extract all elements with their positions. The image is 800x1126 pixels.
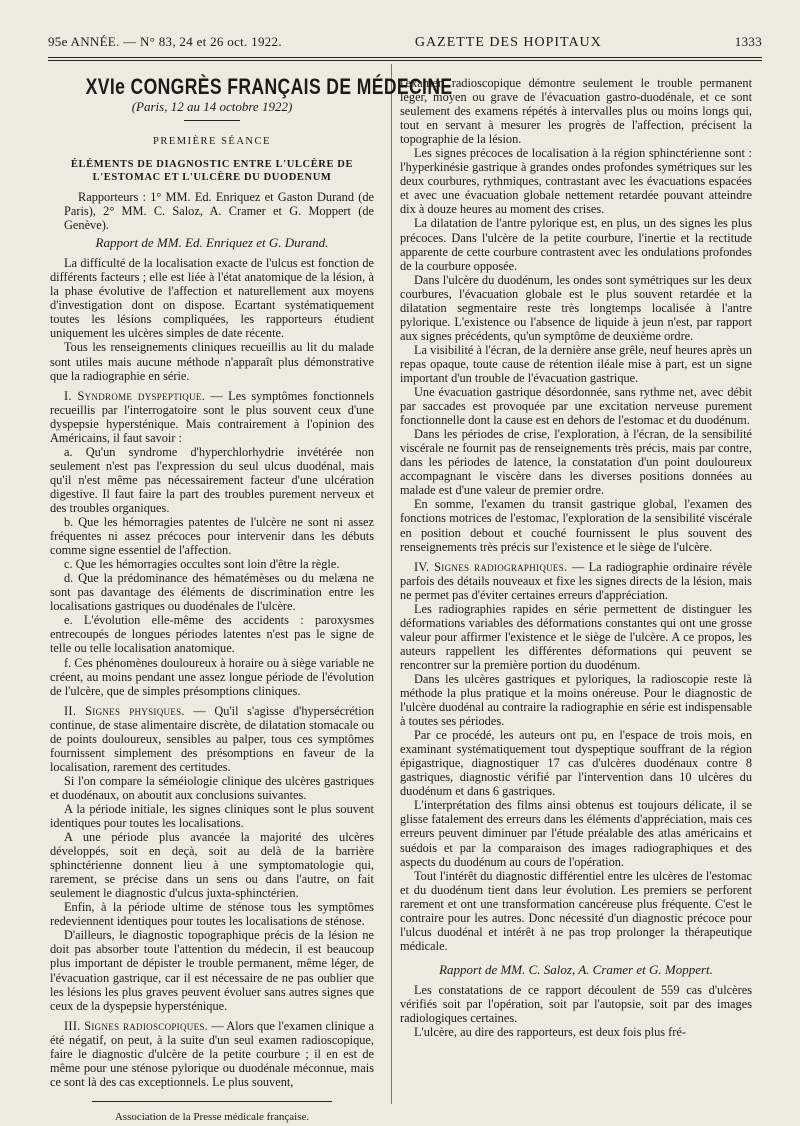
paragraph: Les signes précoces de localisation à la région sphinctérienne sont : l'hyperkinésie gastrique à grandes ondes profondes symétriques sur les deux courbures, rythmiques, contrastant avec les évacuations espacées et avec une évacuation globale nettement retardée pouvant atteindre dix à douze heures au moment des crises.	[400, 146, 752, 217]
paragraph: Dans les ulcères gastriques et pyloriques, la radioscopie reste là méthode la plus pratique et la moins onéreuse. Pour le diagnostic de l'ulcère duodénal au contraire la radiographie en série est indispensable à toutes ses périodes.	[400, 671, 752, 729]
paragraph: L'ulcère, au dire des rapporteurs, est deux fois plus fré-	[414, 1025, 686, 1040]
paragraph: Enfin, à la période ultime de sténose tous les symptômes redeviennent identiques pour toutes les localisations de sténose.	[50, 900, 374, 929]
issue-info: 95e ANNÉE. — N° 83, 24 et 26 oct. 1922.	[48, 34, 282, 49]
section-heading: ÉLÉMENTS DE DIAGNOSTIC ENTRE L'ULCÈRE DE L'ESTOMAC ET L'ULCÈRE DU DUODENUM	[70, 159, 354, 184]
paragraph: L'interprétation des films ainsi obtenus est toujours délicate, il se glisse fatalement des erreurs dans les éléments d'appréciation, mais ces erreurs peuvent diminuer par l'étude préalable des atlas américains et suédois et par la comparaison des images radiographiques et des aspects du duodénum au cours de l'opération.	[400, 798, 752, 869]
report-title: Rapport de MM. Ed. Enriquez et G. Durand.	[95, 235, 329, 251]
paragraph: Tous les renseignements cliniques recueillis au lit du malade sont utiles mais aucune méthode n'apparaît plus démonstrative que la radiographie en série.	[50, 340, 374, 383]
section-label: III. Signes radioscopiques.	[64, 1018, 209, 1033]
paragraph: La dilatation de l'antre pylorique est, en plus, un des signes les plus précoces. Dans l'ulcère de la petite courbure, l'inertie et la rectitude apparente de cette courbure contrastent avec les ondulations profondes de la courbure opposée.	[400, 216, 752, 273]
paragraph: Les radiographies rapides en série permettent de distinguer les déformations variables des déformations constantes qui ont une grosse valeur pour affirmer l'existence et le siège de l'ulcère. A ce propos, les auteurs rappellent les différentes déformations qui peuvent se rencontrer sur la première portion du duodénum.	[400, 601, 752, 672]
session-label: PREMIÈRE SÉANCE	[153, 136, 271, 148]
list-item: b. Que les hémorragies patentes de l'ulcère ne sont ni assez fréquentes ni assez précoces pour intervenir dans les débuts comme signe essentiel de l'affection.	[50, 515, 374, 558]
list-item: f. Ces phénomènes douloureux à horaire ou à siège variable ne créent, au moins pendant une assez longue période de l'évolution de l'ulcère, que de simples présomptions cliniques.	[50, 655, 374, 698]
section-paragraph: II. Signes physiques. — Qu'il s'agisse d'hypersécrétion continue, de stase alimentaire discrète, de dilatation stomacale ou de points douloureux, sensibles au palper, tous ces symptômes fournissent simplement des présomptions en faveur de la localisation, rarement des certitudes.	[50, 703, 374, 774]
paragraph: Si l'on compare la séméiologie clinique des ulcères gastriques et duodénaux, on aboutit aux conclusions suivantes.	[50, 773, 374, 802]
section-paragraph: I. Syndrome dyspeptique. — Les symptômes fonctionnels recueillis par l'interrogatoire sont le plus souvent ceux d'une dyspepsie hypersténique. Mais contrairement à l'opinion des Américains, il faut savoir :	[50, 388, 374, 445]
footnote-rule	[92, 1101, 332, 1102]
paragraph: Une évacuation gastrique désordonnée, sans rythme net, avec débit par saccades est provoquée par une excitation nerveuse purement fonctionnelle dont la cause est en dehors de l'estomac et du duodénum.	[400, 385, 752, 428]
paragraph: Dans les périodes de crise, l'exploration, à l'écran, de la sensibilité viscérale ne fournit pas de renseignements très précis, mais par contre, dans les périodes de latence, la constatation d'un point douloureux accompagnant le viscère dans les diverses positions données au malade est d'une valeur de premier ordre.	[400, 427, 752, 498]
paragraph: l'examen radioscopique démontre seulement le trouble permanent léger, moyen ou grave de l'évacuation gastro-duodénale, et ce sont seulement des examens répétés à intervalles plus ou moins longs qui, tout en servant à mesurer les progrès de l'affection, précisent la topographie de la lésion.	[400, 76, 752, 147]
title-rule	[184, 120, 240, 121]
page-number: 1333	[734, 34, 762, 49]
list-item: d. Que la prédominance des hématémèses ou du melæna ne sont pas davantage des éléments de discrimination entre les localisations gastriques ou duodénales de l'ulcère.	[50, 571, 374, 614]
left-column	[50, 70, 453, 1124]
column-divider	[391, 64, 392, 1104]
paragraph: La difficulté de la localisation exacte de l'ulcus est fonction de différents facteurs ; elle est liée à l'état anatomique de la lésion, à la phase évolutive de l'affection et naturellement aux moyens d'investigation dont on dispose. Ecartant systématiquement toutes les lésions compliquées, les rapporteurs étudient uniquement les ulcères simples de date récente.	[50, 256, 374, 341]
paragraph: D'ailleurs, le diagnostic topographique précis de la lésion ne doit pas absorber toute l'attention du médecin, il est beaucoup plus important de dépister le trouble permanent, même léger, de l'évacuation gastrique, car il est nécessaire de ne pas oublier que les lésions les plus graves peuvent évoluer sans autres signes que ceux de la dyspepsie hypersténique.	[50, 928, 374, 1013]
right-column	[400, 76, 752, 1039]
journal-title: GAZETTE DES HOPITAUX	[414, 35, 602, 50]
paragraph: Par ce procédé, les auteurs ont pu, en l'espace de trois mois, en examinant systématiquement tout dyspeptique souffrant de la région épigastrique, diagnostiquer 17 cas d'ulcères duodénaux contre 8 gastriques, diagnostic vérifié par l'intervention dans 10 ulcères du duodénum et dans 6 gastriques.	[400, 728, 752, 799]
report-title: Rapport de MM. C. Saloz, A. Cramer et G. Moppert.	[439, 961, 713, 977]
paragraph: La visibilité à l'écran, de la dernière anse grêle, neuf heures après un repas opaque, toute cause de rétention iléale mise à part, est un signe important d'un trouble de l'évacuation gastrique.	[400, 342, 752, 385]
header-rule-thin	[48, 60, 762, 61]
paragraph: A une période plus avancée la majorité des ulcères développés, soit en deçà, soit au delà de la barrière sphinctérienne donnent lieu à une symptomatologie qui, rarement, se précise dans un sens ou dans l'autre, on fait seulement le diagnostic d'ulcus juxta-sphinctérien.	[50, 830, 374, 901]
paragraph: Tout l'intérêt du diagnostic différentiel entre les ulcères de l'estomac et du duodénum tient dans leur évolution. Les premiers se perforent rarement et ont une transformation cancéreuse plus fréquente. C'est le contraire pour les autres. Donc nécessité d'un diagnostic précoce pour l'ulcus duodénal et intérêt à ne pas trop prolonger la thérapeutique médicale.	[400, 868, 752, 953]
list-item: a. Qu'un syndrome d'hyperchlorhydrie invétérée non seulement n'est pas l'expression du seul ulcus duodénal, mais qu'il n'est même pas nécessairement facteur d'une ulcération digestive. Il faut faire la part des troubles purement nerveux et des troubles organiques.	[50, 444, 374, 515]
section-label: I. Syndrome dyspeptique.	[64, 388, 206, 403]
list-item: c. Que les hémorragies occultes sont loin d'être la règle.	[64, 557, 340, 572]
paragraph: Les constatations de ce rapport découlent de 559 cas d'ulcères vérifiés soit par l'opération, soit par l'autopsie, soit par des images radiologiques certaines.	[400, 982, 752, 1026]
page-header	[48, 34, 762, 56]
paragraph: En somme, l'examen du transit gastrique global, l'examen des fonctions motrices de l'estomac, l'exploration de la sensibilité viscérale en position debout et couché fournissent le plus souvent des renseignements très précis sur l'existence et le siège de l'ulcère.	[400, 497, 752, 554]
section-paragraph: IV. Signes radiographiques. — La radiographie ordinaire révèle parfois des détails nouveaux et fixe les signes directs de la lésion, mais ne permet pas d'éviter certaines erreurs d'appréciation.	[400, 559, 753, 602]
header-rule	[48, 57, 762, 58]
footnote: Association de la Presse médicale française.	[114, 1110, 310, 1123]
congress-dates: (Paris, 12 au 14 octobre 1922)	[131, 99, 293, 115]
rapporteurs: Rapporteurs : 1° MM. Ed. Enriquez et Gaston Durand (de Paris), 2° MM. C. Saloz, A. Cramer et G. Moppert (de Genève).	[64, 190, 374, 233]
section-label: IV. Signes radiographiques.	[414, 559, 568, 574]
section-paragraph: III. Signes radioscopiques. — Alors que l'examen clinique a été négatif, on peut, à la suite d'un seul examen radioscopique, faire le diagnostic d'ulcère de la petite courbure ; il en est de même pour une sténose pylorique ou duodénale méconnue, mais ce sont là des cas exceptionnels. Le plus souvent,	[50, 1018, 374, 1089]
section-label: II. Signes physiques.	[64, 703, 185, 718]
list-item: e. L'évolution elle-même des accidents : paroxysmes entrecoupés de longues périodes latentes n'est pas le signe de telle ou telle localisation anatomique.	[50, 613, 374, 656]
paragraph: Dans l'ulcère du duodénum, les ondes sont symétriques sur les deux courbures, l'évacuation globale est le plus souvent retardée et la dilatation segmentaire reste très longtemps localisée à l'antre pylorique. L'existence ou l'absence de liquide à jeun n'est, par rapport aux signes précédents, qu'un symptôme de deuxième ordre.	[400, 272, 752, 343]
paragraph: A la période initiale, les signes cliniques sont le plus souvent identiques pour toutes les localisations.	[50, 801, 374, 831]
congress-title: XVIe CONGRÈS FRANÇAIS DE MÉDECINE	[85, 74, 453, 99]
